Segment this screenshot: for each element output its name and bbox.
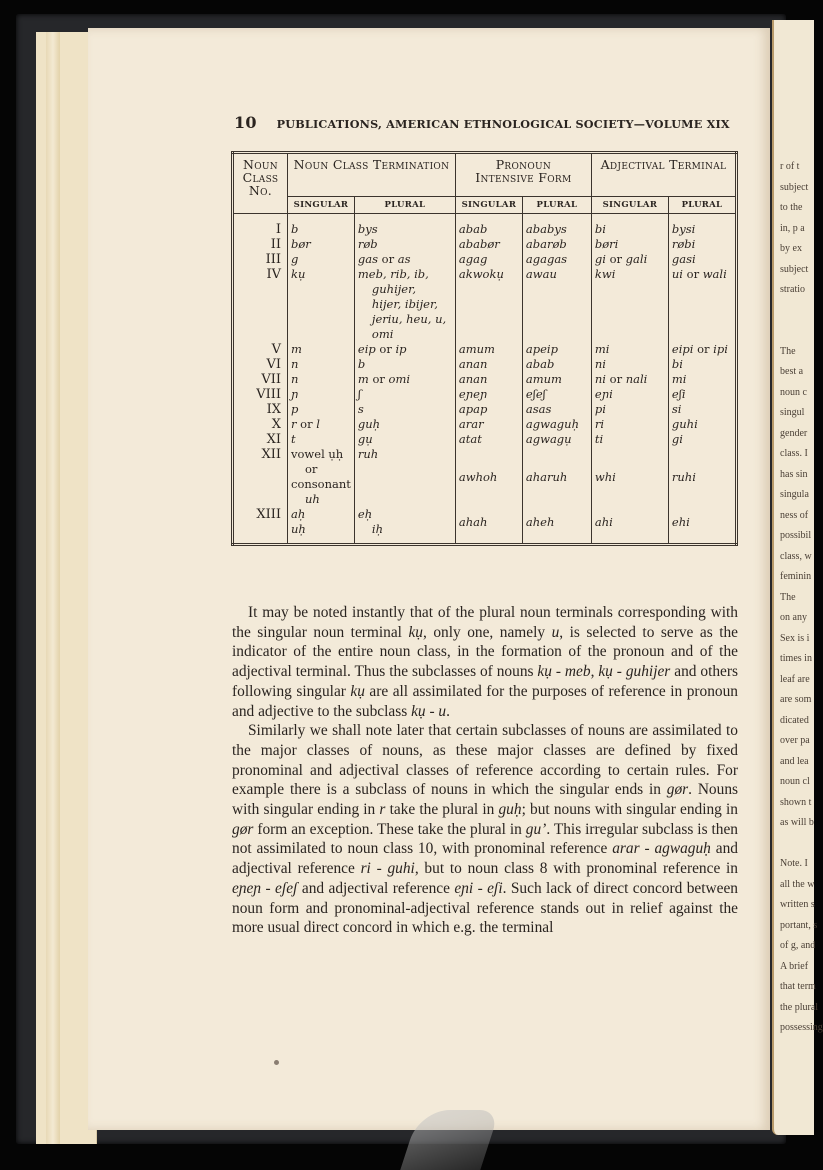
italic-term: kụ	[350, 682, 365, 700]
cell-line: guḥ	[357, 417, 381, 431]
cell-pron-pl: agwagụ	[522, 432, 591, 447]
facing-page-fragment: The	[780, 345, 796, 357]
facing-page-fragment: of g, and	[780, 940, 816, 951]
text-run: , is selected to serve as the indicator of the entire noun class, in the formation of the pronoun and of the adjectival terminal. Thus the subclasses of nouns	[232, 623, 738, 681]
paragraph	[232, 721, 738, 938]
facing-page-fragment: are som	[780, 694, 812, 705]
cell-adj-pl: røbi	[668, 237, 736, 252]
text-run: It may be noted instantly that of the plural noun terminals corresponding with the singular noun terminal	[232, 604, 738, 641]
italic-term: u	[551, 623, 560, 641]
cell-term-pl	[354, 387, 455, 402]
table-row	[233, 252, 737, 267]
cell-term-sg	[288, 402, 355, 417]
facing-page-fragment: and lea	[780, 755, 809, 767]
running-title: PUBLICATIONS, AMERICAN ETHNOLOGICAL SOCIETY—VOLUME XIX	[276, 117, 730, 131]
running-head	[234, 113, 740, 132]
cell-line: vowel ụḥ	[291, 447, 344, 461]
italic-term: gør	[232, 820, 254, 838]
cell-line: ʃ	[357, 387, 362, 401]
cell-line: b	[357, 357, 366, 371]
text-run: form an exception. These take the plural in	[253, 820, 526, 838]
class-number: V	[271, 342, 281, 357]
table-row	[233, 447, 737, 507]
or-connector: or	[300, 417, 313, 431]
header-adjectival: Adjectival Terminal	[591, 153, 736, 197]
cell-pron-pl: agagas	[522, 252, 591, 267]
cell-term-sg	[288, 252, 355, 267]
cell-term-pl	[354, 372, 455, 387]
or-connector: or	[609, 252, 623, 266]
class-number: IX	[266, 402, 281, 417]
cell-line: uḥ	[291, 522, 306, 536]
cell-pron-pl: awau	[522, 267, 591, 342]
facing-page-fragment: all the w	[780, 878, 815, 890]
text-run: Similarly we shall note later that certain subclasses of nouns are assimilated to the major classes of nouns, as these major classes are defined by fixed pronominal and adjectival classes of reference according to certain rules. For example there is a subclass of nouns in which the singular ends in	[232, 722, 738, 799]
cell-adj-sg: whi	[591, 447, 668, 507]
facing-page-fragment: singula	[780, 489, 809, 500]
or-connector: or	[686, 267, 700, 281]
italic-term: kụ - meb	[537, 663, 591, 681]
paragraph	[232, 603, 738, 721]
cell-adj-pl: bi	[668, 357, 736, 372]
class-number: I	[275, 222, 281, 237]
italic-term: r	[379, 801, 386, 819]
facing-page-fragment: to the	[780, 202, 803, 213]
or-connector: or	[379, 342, 392, 356]
cell-term-pl	[354, 267, 455, 342]
class-number: XII	[261, 447, 281, 462]
facing-page-fragment: r of t	[780, 161, 800, 172]
cell-pron-sg: atat	[455, 432, 522, 447]
cell-adj-sg: pi	[591, 402, 668, 417]
cell-term-pl	[354, 357, 455, 372]
cell-term-pl	[354, 252, 455, 267]
facing-page-fragment: feminin	[780, 571, 812, 582]
header-line: Class	[242, 170, 279, 185]
cell-term-pl	[354, 432, 455, 447]
header-pronoun	[455, 153, 591, 197]
italic-term: gør	[666, 781, 689, 799]
cell-line: røb	[357, 237, 378, 251]
cell-line: eḥ	[357, 507, 373, 521]
table-row	[233, 417, 737, 432]
facing-page-fragment: dicated	[780, 714, 809, 726]
text-run: . Such lack of direct concord between noun form and pronominal-adjectival reference stands out in relief against the more usual direct concord in which e.g. the terminal	[232, 879, 738, 937]
cell-pron-sg: eɲeɲ	[455, 387, 522, 402]
table-row	[233, 507, 737, 545]
facing-page-fragment: The	[780, 591, 796, 603]
facing-page-fragment: by ex	[780, 243, 802, 254]
cell-line: jeriu, heu, u,	[371, 312, 447, 326]
cell-pron-sg: anan	[455, 372, 522, 387]
cell-term-pl	[354, 342, 455, 357]
italic-term: kụ - guhijer	[598, 663, 671, 681]
text-run: , but to noun class 8 with pronominal reference in	[414, 860, 738, 878]
facing-page-fragment: that term	[780, 981, 816, 992]
subheader-plural: PLURAL	[354, 197, 455, 214]
cell-term-sg	[288, 387, 355, 402]
cell-pron-sg: apap	[455, 402, 522, 417]
table-row	[233, 357, 737, 372]
cell-term-sg	[288, 237, 355, 252]
cell-term-pl	[354, 237, 455, 252]
cell-adj-pl: ui or wali	[668, 267, 736, 342]
cell-pron-sg: akwokụ	[455, 267, 522, 342]
cell-adj-sg: gi or gali	[591, 252, 668, 267]
facing-page-fragment: subject	[780, 181, 809, 193]
cell-pron-sg: awhoh	[455, 447, 522, 507]
cell-line: n	[291, 357, 299, 371]
text-run: ; but nouns with singular ending in	[521, 801, 739, 819]
cell-pron-sg: anan	[455, 357, 522, 372]
italic-term: kụ	[408, 623, 423, 641]
cell-term-pl	[354, 507, 455, 545]
text-run: and adjectival reference	[297, 879, 455, 897]
cell-adj-pl: bysi	[668, 214, 736, 238]
facing-page-fragment: written s	[780, 899, 815, 910]
cell-line: iḥ	[371, 522, 383, 536]
facing-page-fragment: A brief	[780, 960, 809, 972]
facing-page-fragment: shown t	[780, 796, 812, 808]
facing-page	[772, 20, 823, 1135]
cell-term-pl	[354, 214, 455, 238]
cell-adj-sg: ni	[591, 357, 668, 372]
class-number: VI	[266, 357, 281, 372]
cell-line: r or l	[291, 417, 320, 431]
italic-term: arar - agwaguḥ	[612, 840, 711, 858]
cell-adj-pl: ruhi	[668, 447, 736, 507]
cell-term-sg	[288, 357, 355, 372]
cell-line: n	[291, 372, 299, 386]
subheader-singular: SINGULAR	[288, 197, 355, 214]
facing-page-fragment: singul	[780, 407, 805, 418]
text-run: .	[446, 702, 450, 720]
cell-term-sg	[288, 432, 355, 447]
class-number: XI	[266, 432, 281, 447]
cell-line: m	[291, 342, 302, 356]
cell-pron-sg: amum	[455, 342, 522, 357]
table-row	[233, 342, 737, 357]
cell-line: omi	[371, 327, 394, 341]
italic-term: eɲi - eʃi	[454, 879, 503, 897]
italic-term: ri - guhi	[360, 860, 415, 878]
or-connector: or	[609, 372, 623, 386]
cell-adj-pl: ehi	[668, 507, 736, 545]
table-row	[233, 372, 737, 387]
cell-line: gas or as	[357, 252, 411, 266]
header-line: No.	[248, 183, 273, 198]
table-row	[233, 267, 737, 342]
subheader-singular: SINGULAR	[591, 197, 668, 214]
facing-page-fragment: portant, s	[780, 919, 818, 931]
facing-page-fragment: Sex is i	[780, 632, 810, 644]
cell-term-sg	[288, 507, 355, 545]
text-run: take the plural in	[385, 801, 499, 819]
cell-adj-sg: ahi	[591, 507, 668, 545]
subheader-plural: PLURAL	[668, 197, 736, 214]
class-number: II	[270, 237, 281, 252]
facing-page-fragment: ness of	[780, 509, 809, 521]
cell-line: meb, rib, ib,	[357, 267, 429, 281]
cell-line: ruh	[357, 447, 379, 461]
noun-class-table	[231, 151, 738, 546]
facing-page-fragment: leaf are	[780, 673, 810, 685]
class-number: VIII	[256, 387, 281, 402]
cell-line: consonant	[291, 477, 351, 491]
cell-term-sg	[288, 447, 355, 507]
text-run: and adjectival reference	[232, 840, 738, 878]
text-run: . This irregular subclass is then not assimilated to noun class 10, with pronominal reference	[232, 820, 738, 858]
cell-adj-sg: ri	[591, 417, 668, 432]
class-number: XIII	[256, 507, 281, 522]
cell-pron-sg: ahah	[455, 507, 522, 545]
cell-pron-pl: eʃeʃ	[522, 387, 591, 402]
class-number: VII	[261, 372, 281, 387]
cell-line: ɲ	[291, 387, 299, 401]
or-connector: or	[381, 252, 395, 266]
text-run: ,	[590, 663, 599, 681]
cell-pron-pl: amum	[522, 372, 591, 387]
cell-adj-pl: eʃi	[668, 387, 736, 402]
cell-line: kụ	[291, 267, 306, 281]
cell-adj-pl: gasi	[668, 252, 736, 267]
cell-adj-pl: si	[668, 402, 736, 417]
cell-line: p	[291, 402, 299, 416]
cell-pron-sg: agag	[455, 252, 522, 267]
text-run: are all assimilated for the purposes of reference in pronoun and adjective to the subclass	[232, 682, 738, 720]
cell-adj-sg: mi	[591, 342, 668, 357]
text-run: and others following singular	[232, 663, 738, 700]
cell-pron-pl: abarøb	[522, 237, 591, 252]
cell-term-pl	[354, 417, 455, 432]
header-termination: Noun Class Termination	[288, 153, 456, 197]
cell-term-sg	[288, 372, 355, 387]
cell-line: s	[357, 402, 364, 416]
or-connector: or	[372, 372, 385, 386]
header-line: Pronoun	[495, 157, 552, 172]
header-line: Noun	[243, 157, 278, 172]
cell-pron-pl: aharuh	[522, 447, 591, 507]
cell-pron-pl: apeip	[522, 342, 591, 357]
body-text	[232, 603, 738, 938]
header-line: Intensive Form	[475, 170, 572, 185]
cell-line: m or omi	[357, 372, 411, 386]
cell-adj-sg: eɲi	[591, 387, 668, 402]
facing-page-fragment: over pa	[780, 735, 810, 746]
facing-page-fragment: times in	[780, 653, 812, 664]
italic-term: kụ - u	[411, 702, 447, 720]
cell-adj-sg: ti	[591, 432, 668, 447]
cell-line: t	[291, 432, 296, 446]
facing-page-fragment: best a	[780, 366, 804, 377]
italic-term: gu’	[525, 820, 547, 838]
facing-page-fragment: class, w	[780, 550, 812, 562]
paper-speck	[274, 1060, 279, 1065]
cell-line: eip or ip	[357, 342, 407, 356]
facing-page-fragment: on any	[780, 612, 807, 623]
facing-page-fragment: gender	[780, 427, 808, 439]
facing-page-fragment: possessing	[780, 1022, 823, 1033]
table-row	[233, 214, 737, 238]
facing-page-fragment: in, p a	[780, 222, 805, 234]
cell-pron-sg: abab	[455, 214, 522, 238]
cell-term-sg	[288, 214, 355, 238]
table-row	[233, 402, 737, 417]
table-row	[233, 387, 737, 402]
facing-page-fragment: as will b	[780, 817, 814, 828]
facing-page-fragment: noun cl	[780, 776, 810, 787]
cell-line: or	[305, 462, 318, 476]
subheader-plural: PLURAL	[522, 197, 591, 214]
cell-pron-pl: agwaguḥ	[522, 417, 591, 432]
cell-term-pl	[354, 402, 455, 417]
class-number: X	[271, 417, 281, 432]
facing-page-fragment: Note. I	[780, 858, 808, 869]
text-run: , only one, namely	[422, 623, 552, 641]
facing-page-fragment: noun c	[780, 386, 807, 398]
cell-pron-pl: abab	[522, 357, 591, 372]
cell-pron-sg: arar	[455, 417, 522, 432]
subheader-singular: SINGULAR	[455, 197, 522, 214]
cell-adj-pl: guhi	[668, 417, 736, 432]
cell-term-pl	[354, 447, 455, 507]
cell-line: bys	[357, 222, 378, 236]
facing-page-fragment: the plural	[780, 1001, 819, 1013]
cell-line: hijer, ibijer,	[371, 297, 438, 311]
table-row	[233, 432, 737, 447]
cell-line: gụ	[357, 432, 373, 446]
cell-line: b	[291, 222, 299, 236]
class-number: III	[265, 252, 281, 267]
or-connector: or	[697, 342, 710, 356]
class-number: IV	[266, 267, 281, 282]
cell-line: aḥ	[291, 507, 306, 521]
cell-adj-pl: gi	[668, 432, 736, 447]
facing-page-fragment: stratio	[780, 284, 805, 295]
facing-page-fragment: subject	[780, 263, 809, 275]
facing-page-fragment: class. I	[780, 448, 808, 459]
cell-adj-sg: bi	[591, 214, 668, 238]
page-number: 10	[234, 113, 257, 132]
facing-page-fragment: has sin	[780, 468, 808, 480]
italic-term: eɲeɲ - eʃeʃ	[232, 879, 298, 897]
cell-adj-sg: kwi	[591, 267, 668, 342]
cell-line: g	[291, 252, 299, 266]
cell-term-sg	[288, 267, 355, 342]
header-noun-class-no	[233, 153, 288, 214]
cell-line: guhijer,	[371, 282, 417, 296]
text-run: . Nouns with singular ending in	[232, 781, 739, 819]
cell-line: bør	[291, 237, 311, 251]
cell-term-sg	[288, 417, 355, 432]
table-row	[233, 237, 737, 252]
cell-pron-pl: aheh	[522, 507, 591, 545]
cell-adj-sg: ni or nali	[591, 372, 668, 387]
cell-pron-sg: ababør	[455, 237, 522, 252]
cell-adj-sg: børi	[591, 237, 668, 252]
italic-term: guḥ	[498, 801, 522, 819]
cell-term-sg	[288, 342, 355, 357]
cell-line: uh	[305, 492, 320, 506]
cell-pron-pl: asas	[522, 402, 591, 417]
cell-adj-pl: mi	[668, 372, 736, 387]
cell-pron-pl: ababys	[522, 214, 591, 238]
facing-page-fragment: possibil	[780, 530, 812, 541]
cell-adj-pl: eipi or ipi	[668, 342, 736, 357]
